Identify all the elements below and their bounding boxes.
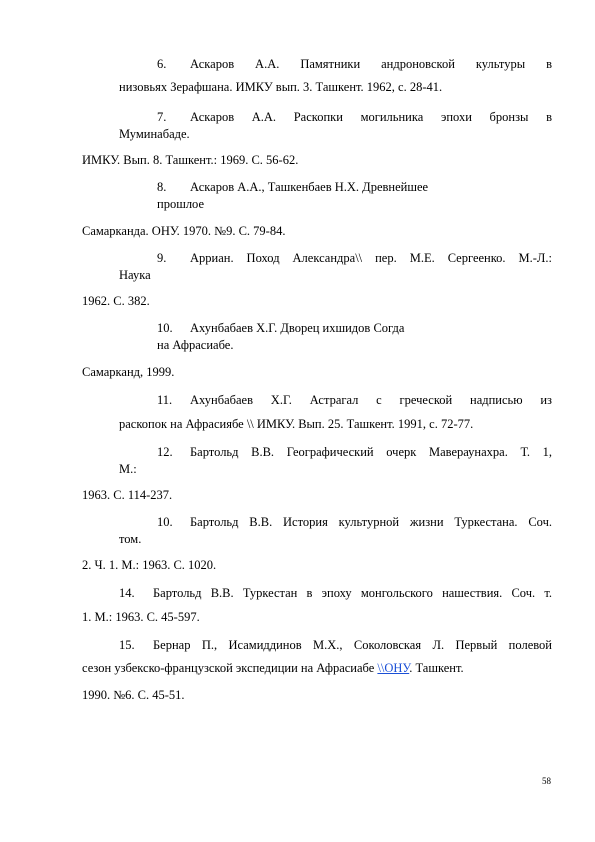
entry-line: Бартольд В.В. История культурной жизни Туркестана. Соч. xyxy=(190,515,552,529)
entry-line: на Афрасиабе. xyxy=(157,338,234,352)
entry-line: 2. Ч. 1. М.: 1963. С. 1020. xyxy=(82,558,217,572)
entry-line: ИМКУ. Вып. 8. Ташкент.: 1969. С. 56-62. xyxy=(82,153,299,167)
entry-text: . Ташкент. xyxy=(409,661,464,675)
onu-link[interactable]: \\ОНУ xyxy=(377,661,410,675)
entry-line: 1962. С. 382. xyxy=(82,294,150,308)
entry-line: прошлое xyxy=(157,197,205,211)
entry-number: 7. xyxy=(157,110,167,124)
entry-number: 6. xyxy=(157,57,167,71)
entry-line: 1. М.: 1963. С. 45-597. xyxy=(82,610,200,624)
entry-line: М.: xyxy=(119,462,137,476)
entry-line: Ахунбабаев Х.Г. Дворец ихшидов Согда xyxy=(190,321,405,335)
entry-line: Бернар П., Исамиддинов М.Х., Соколовская Л. Первый полевой xyxy=(153,638,552,652)
entry-line: Арриан. Поход Александра\\ пер. М.Е. Сергеенко. М.-Л.: xyxy=(190,251,552,265)
entry-number: 11. xyxy=(157,393,173,407)
entry-line: Аскаров А.А. Памятники андроновской культуры в xyxy=(190,57,552,71)
entry-line: Ахунбабаев Х.Г. Астрагал с греческой надписью из xyxy=(190,393,552,407)
entry-line: том. xyxy=(119,532,142,546)
entry-line: раскопок на Афрасиябе \\ ИМКУ. Вып. 25. Ташкент. 1991, с. 72-77. xyxy=(119,417,474,431)
entry-line: Бартольд В.В. Географический очерк Мавераунахра. Т. 1, xyxy=(190,445,552,459)
entry-line: Бартольд В.В. Туркестан в эпоху монгольского нашествия. Соч. т. xyxy=(153,586,552,600)
entry-number: 10. xyxy=(157,321,173,335)
entry-line: Аскаров А.А. Раскопки могильника эпохи бронзы в xyxy=(190,110,552,124)
entry-line: Аскаров А.А., Ташкенбаев Н.Х. Древнейшее xyxy=(190,180,429,194)
entry-number: 8. xyxy=(157,180,167,194)
entry-line: Наука xyxy=(119,268,151,282)
entry-number: 10. xyxy=(157,515,173,529)
entry-line xyxy=(82,660,464,676)
entry-number: 12. xyxy=(157,445,173,459)
entry-number: 15. xyxy=(119,638,135,652)
entry-line: 1963. С. 114-237. xyxy=(82,488,173,502)
entry-number: 14. xyxy=(119,586,135,600)
entry-line: Самарканд, 1999. xyxy=(82,365,175,379)
entry-line: Муминабаде. xyxy=(119,127,190,141)
entry-number: 9. xyxy=(157,251,167,265)
entry-text: сезон узбекско-французской экспедиции на Афрасиабе xyxy=(82,661,378,675)
entry-line: низовьях Зерафшана. ИМКУ вып. 3. Ташкент. 1962, с. 28-41. xyxy=(119,80,443,94)
page-number: 58 xyxy=(542,776,551,786)
entry-line: Самарканда. ОНУ. 1970. №9. С. 79-84. xyxy=(82,224,286,238)
entry-line: 1990. №6. С. 45-51. xyxy=(82,688,185,702)
